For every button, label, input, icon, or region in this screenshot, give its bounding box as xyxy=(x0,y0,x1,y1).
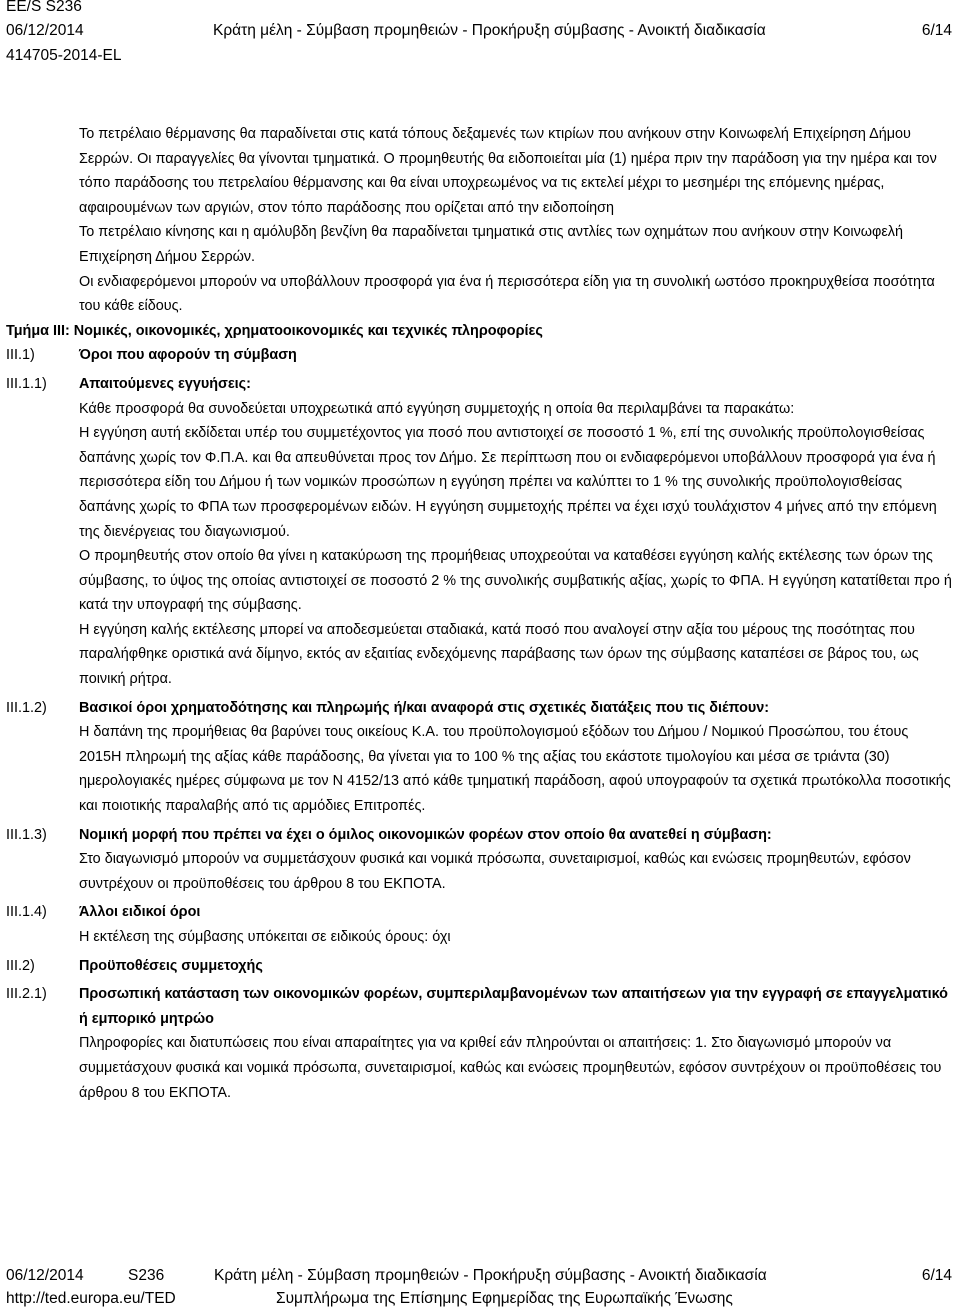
section-heading: Άλλοι ειδικοί όροι xyxy=(79,904,201,921)
section-heading: Νομική μορφή που πρέπει να έχει ο όμιλος οικονομικών φορέων στον οποίο θα ανατεθεί η σύμβαση: xyxy=(79,826,772,843)
section-heading: Απαιτούμενες εγγυήσεις: xyxy=(79,375,251,392)
section-III-1-4 xyxy=(6,900,952,949)
section-paragraph: Πληροφορίες και διατυπώσεις που είναι απαραίτητες για να κριθεί εάν πληρούνται οι απαιτήσεις: 1. Στο διαγωνισμό μπορούν να συμμετάσχουν φυσικά και νομικά πρόσωπα, συνεταιρισμοί, καθώς και ενώσεις προμηθευτών, εφόσον συντρέχουν οι προϋποθέσεις του άρθρου 8 του ΕΚΠΟΤΑ. xyxy=(79,1035,942,1101)
intro-paragraph: Το πετρέλαιο θέρμανσης θα παραδίνεται στις κατά τόπους δεξαμενές των κτιρίων που ανήκουν στην Κοινωφελή Επιχείρηση Δήμου Σερρών. Οι παραγγελίες θα γίνονται τμηματικά. Ο προμηθευτής θα ειδοποιείται μία (1) ημέρα πριν την παράδοση για την ημέρα και τον τόπο παράδοσης του πετρελαίου θέρμανσης και θα είναι υποχρεωμένος να τις εκτελεί μέχρι το μεσημέρι της επόμενης ημέρας, αφαιρουμένων των αργιών, στον τόπο παράδοσης που ορίζεται από την ειδοποίηση xyxy=(79,126,937,216)
section-III-1 xyxy=(6,343,952,368)
section-number: III.1.4) xyxy=(6,904,47,921)
section-heading: Βασικοί όροι χρηματοδότησης και πληρωμής ή/και αναφορά στις σχετικές διατάξεις που τις διέπουν: xyxy=(79,699,770,716)
section-title: Τμήμα III: Νομικές, οικονομικές, χρηματοοικονομικές και τεχνικές πληροφορίες xyxy=(6,322,543,339)
section-paragraph: Η εκτέλεση της σύμβασης υπόκειται σε ειδικούς όρους: όχι xyxy=(79,929,451,945)
section-number: III.2.1) xyxy=(6,986,47,1003)
section-number: III.1.1) xyxy=(6,375,47,392)
header-title: Κράτη μέλη - Σύμβαση προμηθειών - Προκήρυξη σύμβασης - Ανοικτή διαδικασία xyxy=(213,22,766,39)
section-III-2-1 xyxy=(6,982,952,1105)
footer-supplement: Συμπλήρωμα της Επίσημης Εφημερίδας της Ευρωπαϊκής Ένωσης xyxy=(276,1290,733,1307)
section-paragraph: Ο προμηθευτής στον οποίο θα γίνει η κατακύρωση της προμήθειας υποχρεούται να καταθέσει εγγύηση καλής εκτέλεσης των όρων της σύμβασης, το ύψος της οποίας αντιστοιχεί σε ποσοστό 2 % της συνολικής συμβατικής αξίας, χωρίς το ΦΠΑ. Η εγγύηση κατατίθεται προ ή κατά την υπογραφή της σύμβασης. xyxy=(79,548,952,614)
header-page: 6/14 xyxy=(921,22,952,39)
section-paragraph: Στο διαγωνισμό μπορούν να συμμετάσχουν φυσικά και νομικά πρόσωπα, συνεταιρισμοί, καθώς και ενώσεις προμηθευτών, εφόσον συντρέχουν οι προϋποθέσεις του άρθρου 8 του ΕΚΠΟΤΑ. xyxy=(79,851,911,892)
section-III-1-3 xyxy=(6,823,952,897)
section-number: III.1.2) xyxy=(6,699,47,716)
footer-series: S236 xyxy=(128,1267,165,1284)
section-paragraph: Κάθε προσφορά θα συνοδεύεται υποχρεωτικά από εγγύηση συμμετοχής η οποία θα περιλαμβάνει τα παρακάτω: xyxy=(79,400,795,417)
section-III-1-2 xyxy=(6,696,952,819)
section-paragraph: Η εγγύηση αυτή εκδίδεται υπέρ του συμμετέχοντος για ποσό που αντιστοιχεί σε ποσοστό 1 %, επί της συνολικής προϋπολογισθείσας δαπάνης χωρίς τον Φ.Π.Α. και θα απευθύνεται προς τον Δήμο. Σε περίπτωση που οι ενδιαφερόμενοι υποβάλλουν προσφορά για ένα ή περισσότερα είδη του Δήμου ή των νομικών προσώπων η εγγύηση πρέπει να καλύπτει το 1 % της συνολικής προϋπολογισθείσας δαπάνης χωρίς το ΦΠΑ των προσφερομένων ειδών. Η εγγύηση συμμετοχής πρέπει να έχει ισχύ τουλάχιστον 4 μήνες από την επόμενη της διενέργειας του διαγωνισμού. xyxy=(79,425,937,540)
section-III-2 xyxy=(6,954,952,979)
section-number: III.2) xyxy=(6,957,35,974)
section-paragraph: Η εγγύηση καλής εκτέλεσης μπορεί να αποδεσμεύεται σταδιακά, κατά ποσό που αναλογεί στην αξία του μέρους της ποσότητας που παραλήφθηκε οριστικά ανά δίμηνο, εκτός αν εξαιτίας ενδεχόμενης παράβασης των όρων της σύμβασης καταπέσει σε βάρος του, ως ποινική ρήτρα. xyxy=(79,621,919,688)
footer-page: 6/14 xyxy=(921,1267,952,1284)
section-paragraph: Η δαπάνη της προμήθειας θα βαρύνει τους οικείους Κ.Α. του προϋπολογισμού εξόδων του Δήμου / Νομικού Προσώπου, του έτους 2015Η πληρωμή της αξίας κάθε παράδοσης, θα γίνεται για το 100 % της αξίας του εκάστοτε τιμολογίου και μέσα σε τριάντα (30) ημερολογιακές ημέρες σύμφωνα με τον Ν 4152/13 από κάθε τμηματική παράδοση, αφού υπογραφούν τα σχετικά πρωτόκολλα ποσοτικής και ποιοτικής παραλαβής από τις αρμόδιες Επιτροπές. xyxy=(79,724,951,815)
document-body xyxy=(6,122,952,1105)
intro-paragraph: Το πετρέλαιο κίνησης και η αμόλυβδη βενζίνη θα παραδίνεται τμηματικά στις αντλίες των οχημάτων που ανήκουν στην Κοινωφελή Επιχείρηση Δήμου Σερρών. xyxy=(79,224,903,265)
section-heading: Όροι που αφορούν τη σύμβαση xyxy=(79,347,297,364)
section-heading: Προϋποθέσεις συμμετοχής xyxy=(79,957,263,974)
header-code: EE/S S236 xyxy=(6,0,82,15)
header-doc-id: 414705-2014-EL xyxy=(6,47,122,64)
intro-paragraph: Οι ενδιαφερόμενοι μπορούν να υποβάλλουν προσφορά για ένα ή περισσότερα είδη για τη συνολική ωστόσο προκηρυχθείσα ποσότητα του κάθε είδους. xyxy=(79,273,935,315)
header-date: 06/12/2014 xyxy=(6,22,84,39)
section-III-1-1 xyxy=(6,372,952,692)
footer-title: Κράτη μέλη - Σύμβαση προμηθειών - Προκήρυξη σύμβασης - Ανοικτή διαδικασία xyxy=(214,1267,767,1284)
section-number: III.1) xyxy=(6,347,35,364)
footer-date: 06/12/2014 xyxy=(6,1267,84,1284)
section-heading: Προσωπική κατάσταση των οικονομικών φορέων, συμπεριλαμβανομένων των απαιτήσεων για την εγγραφή σε επαγγελματικό ή εμπορικό μητρώο xyxy=(79,986,948,1027)
footer-url[interactable]: http://ted.europa.eu/TED xyxy=(6,1290,176,1307)
section-number: III.1.3) xyxy=(6,826,47,843)
